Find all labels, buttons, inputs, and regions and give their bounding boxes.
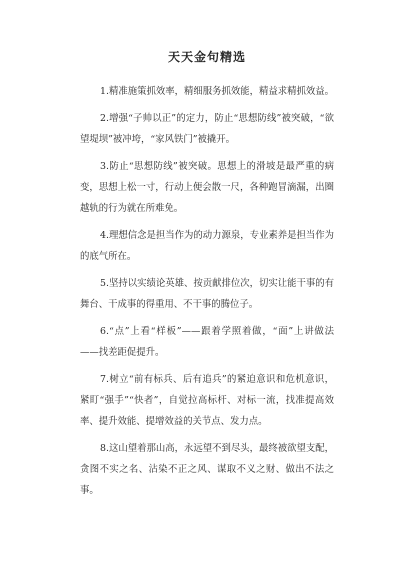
quote-item-4: 4.理想信念是担当作为的动力源泉，专业素养是担当作为的底气所在。 xyxy=(80,230,334,262)
quote-item-7: 7.树立“前有标兵、后有追兵”的紧迫意识和危机意识，紧盯“强手”“快者”，自觉拉高标杆、对标一流，找准提高效率、提升效能、提增效益的关节点、发力点。 xyxy=(80,374,334,427)
quote-item-6: 6.“点”上看“样板”——跟着学照着做，“面”上讲做法——找差距促提升。 xyxy=(80,326,334,358)
quote-item-1: 1.精准施策抓效率，精细服务抓效能，精益求精抓效益。 xyxy=(100,86,334,97)
quote-item-3: 3.防止“思想防线”被突破。思想上的滑坡是最严重的病变，思想上松一寸，行动上便会散一尺，各种跑冒滴漏，出圈越轨的行为就在所难免。 xyxy=(80,161,334,214)
quote-item-5: 5.坚持以实绩论英雄、按贡献排位次，切实让能干事的有舞台、干成事的得重用、不干事的腾位子。 xyxy=(80,278,334,310)
document-title: 天天金句精选 xyxy=(167,50,246,64)
quote-item-2: 2.增强“子帅以正”的定力，防止“思想防线”被突破，“欲望堤坝”被冲垮，“家风铁门”被撬开。 xyxy=(80,113,334,145)
quote-item-8: 8.这山望着那山高，永远望不到尽头，最终被欲望支配，贪图不实之名、沾染不正之风、谋取不义之财、做出不法之事。 xyxy=(80,443,334,496)
